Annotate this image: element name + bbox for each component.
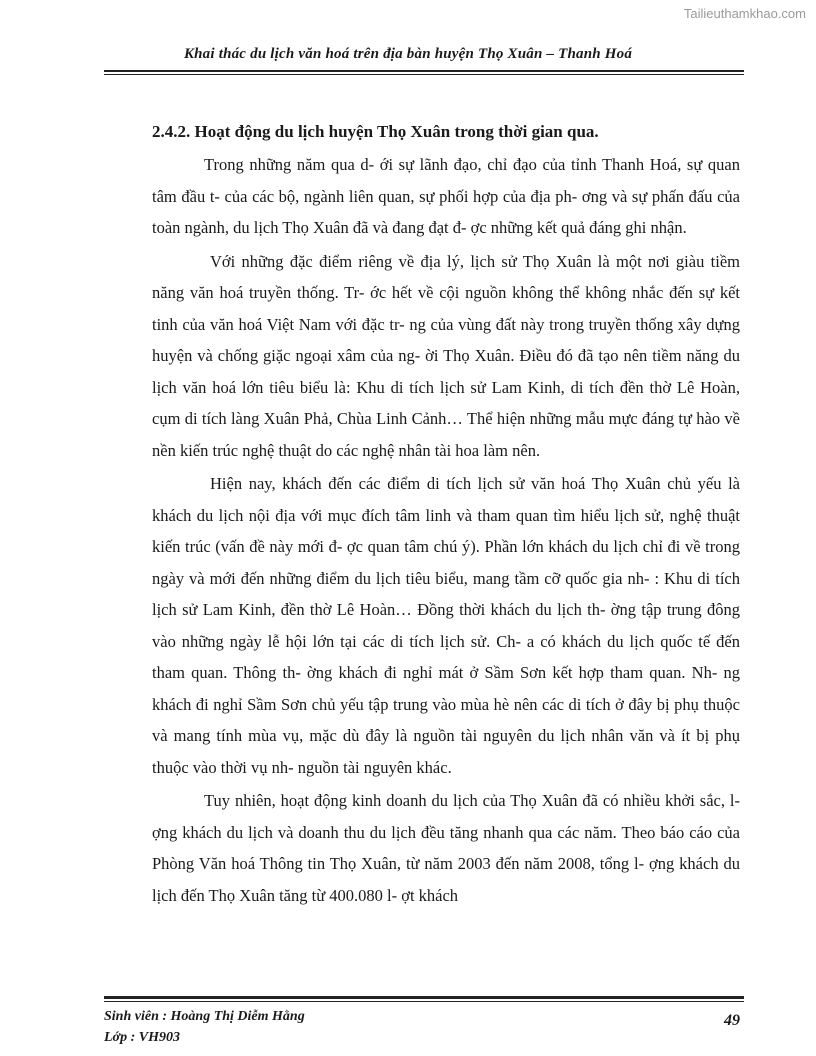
header-rule-thin [104, 74, 744, 75]
footer-student: Sinh viên : Hoàng Thị Diễm Hằng [104, 1009, 305, 1024]
watermark-text: Tailieuthamkhao.com [683, 6, 806, 21]
paragraph: Hiện nay, khách đến các điểm di tích lịch sử văn hoá Thọ Xuân chủ yếu là khách du lịch nội địa với mục đích tâm linh và tham quan tìm hiểu lịch sử, nghệ thuật kiến trúc (vấn đề này mới đ- ợc quan tâm chú ý). Phần lớn khách du lịch chỉ đi về trong ngày và mới đến những điểm du lịch tiêu biểu, mang tầm cỡ quốc gia nh- : Khu di tích lịch sử Lam Kinh, đền thờ Lê Hoàn… Đồng thời khách du lịch th- ờng tập trung đông vào những ngày lễ hội lớn tại các di tích lịch sử. Ch- a có khách du lịch quốc tế đến tham quan. Thông th- ờng khách đi nghỉ mát ở Sầm Sơn kết hợp tham quan. Nh- ng khách đi nghỉ Sầm Sơn chủ yếu tập trung vào mùa hè nên các di tích ở đây bị phụ thuộc và mang tính mùa vụ, mặc dù đây là nguồn tài nguyên du lịch nhân văn và ít bị phụ thuộc vào thời vụ nh- nguồn tài nguyên khác. [152, 474, 740, 777]
paragraph: Với những đặc điểm riêng về địa lý, lịch sử Thọ Xuân là một nơi giàu tiềm năng văn hoá truyền thống. Tr- ớc hết về cội nguồn không thể không nhắc đến sự kết tinh của văn hoá Việt Nam với đặc tr- ng của vùng đất này trong truyền thống xây dựng huyện và chống giặc ngoại xâm của ng- ời Thọ Xuân. Điều đó đã tạo nên tiềm năng du lịch văn hoá lớn tiêu biểu là: Khu di tích lịch sử Lam Kinh, di tích đền thờ Lê Hoàn, cụm di tích làng Xuân Phả, Chùa Linh Cảnh… Thể hiện những mẫu mực đáng tự hào về nền kiến trúc nghệ thuật do các nghệ nhân tài hoa làm nên. [152, 251, 740, 460]
paragraph: Trong những năm qua d- ới sự lãnh đạo, chỉ đạo của tỉnh Thanh Hoá, sự quan tâm đầu t- của các bộ, ngành liên quan, sự phối hợp của địa ph- ơng và sự phấn đấu của toàn ngành, du lịch Thọ Xuân đã và đang đạt đ- ợc những kết quả đáng ghi nhận. [152, 155, 740, 237]
footer-rule [104, 996, 744, 999]
paragraph: Tuy nhiên, hoạt động kinh doanh du lịch của Thọ Xuân đã có nhiều khởi sắc, l- ợng khách du lịch và doanh thu du lịch đều tăng nhanh qua các năm. Theo báo cáo của Phòng Văn hoá Thông tin Thọ Xuân, từ năm 2003 đến năm 2008, tổng l- ợng khách du lịch đến Thọ Xuân tăng từ 400.080 l- ợt khách [152, 791, 740, 905]
page-body [152, 116, 740, 913]
footer-rule-thin [104, 1001, 744, 1002]
header-rule [104, 70, 744, 72]
footer-info [104, 1006, 305, 1048]
running-header-title: Khai thác du lịch văn hoá trên địa bàn huyện Thọ Xuân – Thanh Hoá [183, 46, 633, 62]
page-number: 49 [724, 1012, 740, 1029]
footer-class: Lớp : VH903 [104, 1030, 180, 1045]
section-heading: 2.4.2. Hoạt động du lịch huyện Thọ Xuân trong thời gian qua. [152, 122, 599, 141]
